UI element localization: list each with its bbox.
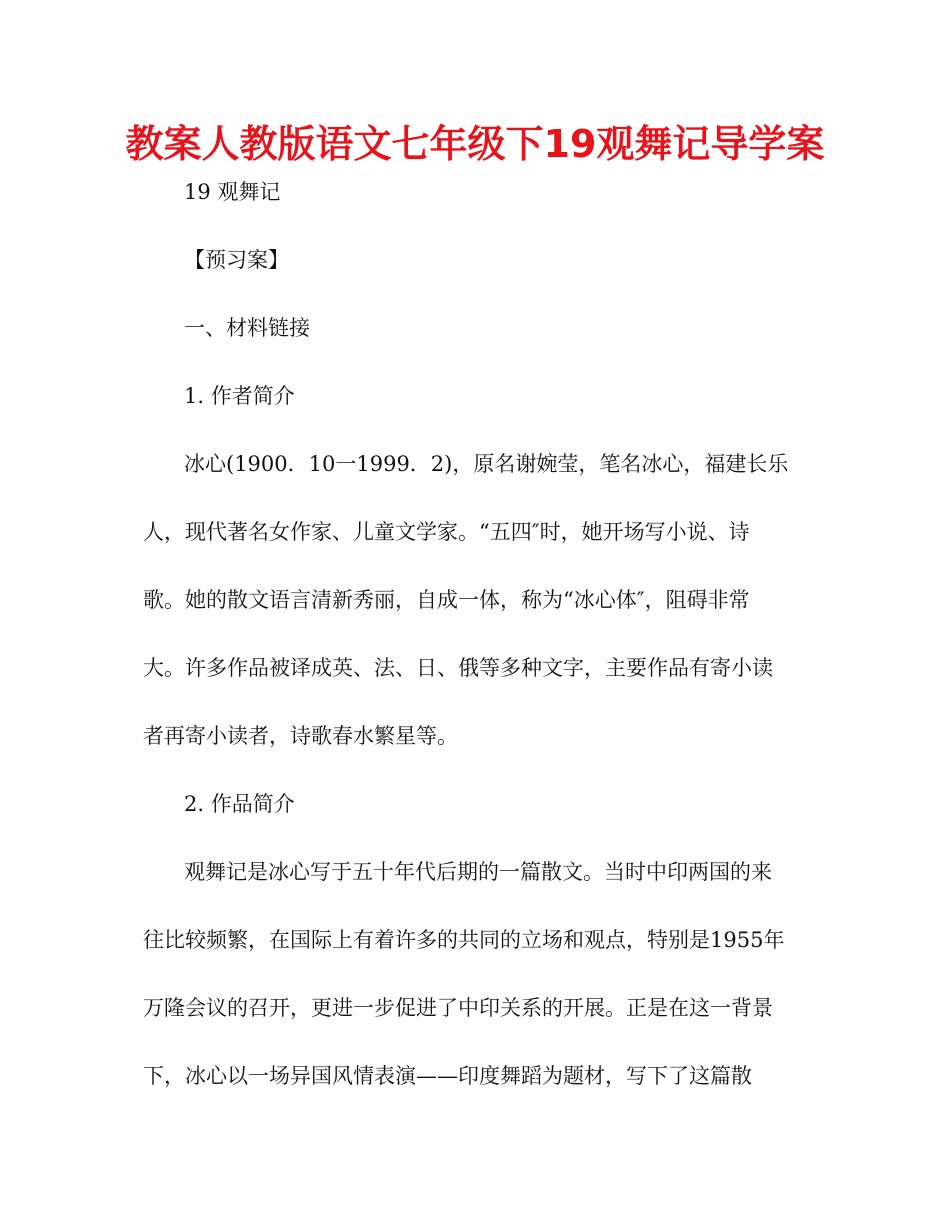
document-title: 教案人教版语文七年级下19观舞记导学案 [125, 122, 825, 166]
paragraph-line: 大。许多作品被译成英、法、日、俄等多种文字，主要作品有寄小读 [143, 656, 773, 680]
document-body [143, 170, 813, 1122]
paragraph-line: 者再寄小读者，诗歌春水繁星等。 [143, 724, 458, 748]
paragraph-line: 观舞记是冰心写于五十年代后期的一篇散文。当时中印两国的来 [184, 860, 772, 884]
paragraph-line: 下，冰心以一场异国风情表演——印度舞蹈为题材，写下了这篇散 [143, 1064, 752, 1088]
author-heading: 1. 作者简介 [184, 384, 295, 408]
paragraph-line: 往比较频繁，在国际上有着许多的共同的立场和观点，特别是1955年 [143, 928, 785, 952]
paragraph-line: 冰心(1900．10一1999．2)，原名谢婉莹，笔名冰心，福建长乐 [184, 452, 789, 476]
work-heading: 2. 作品简介 [184, 792, 295, 816]
paragraph-line: 人，现代著名女作家、儿童文学家。“五四″时，她开场写小说、诗 [143, 520, 750, 544]
paragraph-line: 歌。她的散文语言清新秀丽，自成一体，称为“冰心体″，阻碍非常 [143, 588, 750, 612]
material-heading: 一、材料链接 [184, 316, 310, 340]
preview-heading: 【预习案】 [184, 248, 289, 272]
section-heading: 19 观舞记 [184, 180, 281, 204]
paragraph-line: 万隆会议的召开，更进一步促进了中印关系的开展。正是在这一背景 [143, 996, 773, 1020]
